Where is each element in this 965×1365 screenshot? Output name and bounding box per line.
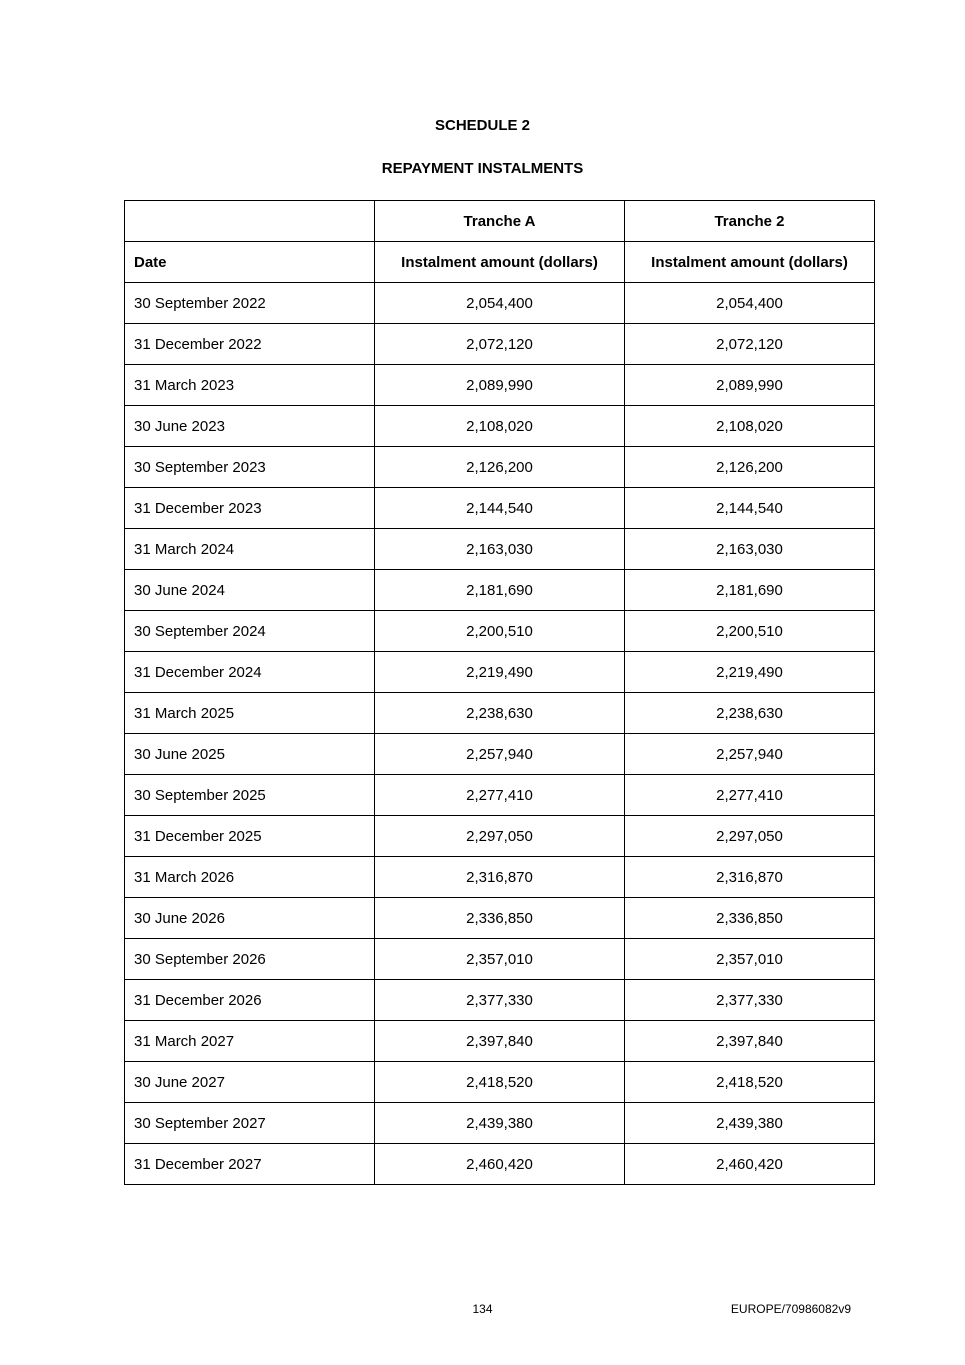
header-cell-instalment-a: Instalment amount (dollars) [375,242,625,283]
tranche-2-amount-cell: 2,357,010 [625,939,875,980]
tranche-a-amount-cell: 2,054,400 [375,283,625,324]
date-cell: 30 September 2024 [125,611,375,652]
date-cell: 30 September 2022 [125,283,375,324]
tranche-2-amount-cell: 2,126,200 [625,447,875,488]
tranche-2-amount-cell: 2,238,630 [625,693,875,734]
table-row [125,365,875,406]
tranche-a-amount-cell: 2,377,330 [375,980,625,1021]
header-cell-tranche-2: Tranche 2 [625,201,875,242]
tranche-2-amount-cell: 2,219,490 [625,652,875,693]
table-row [125,447,875,488]
table-row [125,406,875,447]
table-row [125,324,875,365]
table-row [125,1103,875,1144]
table-row [125,652,875,693]
tranche-2-amount-cell: 2,297,050 [625,816,875,857]
tranche-a-amount-cell: 2,418,520 [375,1062,625,1103]
date-cell: 31 December 2024 [125,652,375,693]
date-cell: 31 December 2023 [125,488,375,529]
date-cell: 30 September 2025 [125,775,375,816]
tranche-2-amount-cell: 2,144,540 [625,488,875,529]
table-row [125,693,875,734]
date-cell: 30 June 2025 [125,734,375,775]
tranche-a-amount-cell: 2,460,420 [375,1144,625,1185]
tranche-2-amount-cell: 2,336,850 [625,898,875,939]
tranche-a-amount-cell: 2,089,990 [375,365,625,406]
tranche-2-amount-cell: 2,054,400 [625,283,875,324]
date-cell: 30 September 2026 [125,939,375,980]
tranche-2-amount-cell: 2,439,380 [625,1103,875,1144]
table-row [125,570,875,611]
date-cell: 30 June 2024 [125,570,375,611]
table-row [125,816,875,857]
date-cell: 31 December 2026 [125,980,375,1021]
tranche-2-amount-cell: 2,277,410 [625,775,875,816]
date-cell: 31 December 2022 [125,324,375,365]
date-cell: 30 June 2026 [125,898,375,939]
schedule-title: SCHEDULE 2 [434,117,531,134]
tranche-a-amount-cell: 2,277,410 [375,775,625,816]
table-row [125,611,875,652]
tranche-2-amount-cell: 2,397,840 [625,1021,875,1062]
tranche-a-amount-cell: 2,439,380 [375,1103,625,1144]
tranche-2-amount-cell: 2,163,030 [625,529,875,570]
table-row [125,857,875,898]
tranche-a-amount-cell: 2,238,630 [375,693,625,734]
table-row [125,1144,875,1185]
tranche-a-amount-cell: 2,316,870 [375,857,625,898]
header-cell-empty [125,201,375,242]
document-reference: EUROPE/70986082v9 [730,1302,851,1316]
table-row [125,529,875,570]
tranche-a-amount-cell: 2,297,050 [375,816,625,857]
date-cell: 31 March 2024 [125,529,375,570]
tranche-2-amount-cell: 2,200,510 [625,611,875,652]
header-cell-instalment-2: Instalment amount (dollars) [625,242,875,283]
table-row [125,775,875,816]
table-row [125,283,875,324]
tranche-a-amount-cell: 2,163,030 [375,529,625,570]
tranche-a-amount-cell: 2,357,010 [375,939,625,980]
date-cell: 31 December 2027 [125,1144,375,1185]
date-cell: 31 December 2025 [125,816,375,857]
date-cell: 30 June 2027 [125,1062,375,1103]
tranche-2-amount-cell: 2,418,520 [625,1062,875,1103]
table-row [125,939,875,980]
date-cell: 30 June 2023 [125,406,375,447]
tranche-a-amount-cell: 2,072,120 [375,324,625,365]
tranche-a-amount-cell: 2,257,940 [375,734,625,775]
date-cell: 31 March 2025 [125,693,375,734]
tranche-a-amount-cell: 2,336,850 [375,898,625,939]
schedule-subtitle: REPAYMENT INSTALMENTS [381,160,584,177]
table-row [125,980,875,1021]
repayment-table [124,200,875,1185]
date-cell: 31 March 2026 [125,857,375,898]
tranche-2-amount-cell: 2,089,990 [625,365,875,406]
header-cell-date: Date [125,242,375,283]
tranche-2-amount-cell: 2,072,120 [625,324,875,365]
tranche-2-amount-cell: 2,460,420 [625,1144,875,1185]
tranche-2-amount-cell: 2,257,940 [625,734,875,775]
date-cell: 31 March 2027 [125,1021,375,1062]
tranche-a-amount-cell: 2,108,020 [375,406,625,447]
date-cell: 30 September 2027 [125,1103,375,1144]
date-cell: 31 March 2023 [125,365,375,406]
date-cell: 30 September 2023 [125,447,375,488]
tranche-2-amount-cell: 2,108,020 [625,406,875,447]
tranche-a-amount-cell: 2,200,510 [375,611,625,652]
tranche-a-amount-cell: 2,144,540 [375,488,625,529]
tranche-a-amount-cell: 2,126,200 [375,447,625,488]
table-row [125,1062,875,1103]
tranche-2-amount-cell: 2,181,690 [625,570,875,611]
table-row [125,898,875,939]
tranche-a-amount-cell: 2,397,840 [375,1021,625,1062]
tranche-2-amount-cell: 2,316,870 [625,857,875,898]
page-number: 134 [472,1302,493,1316]
tranche-2-amount-cell: 2,377,330 [625,980,875,1021]
table-row [125,488,875,529]
tranche-a-amount-cell: 2,219,490 [375,652,625,693]
header-cell-tranche-a: Tranche A [375,201,625,242]
header-row-tranche [125,201,875,242]
tranche-a-amount-cell: 2,181,690 [375,570,625,611]
header-row-columns [125,242,875,283]
table-row [125,734,875,775]
table-row [125,1021,875,1062]
